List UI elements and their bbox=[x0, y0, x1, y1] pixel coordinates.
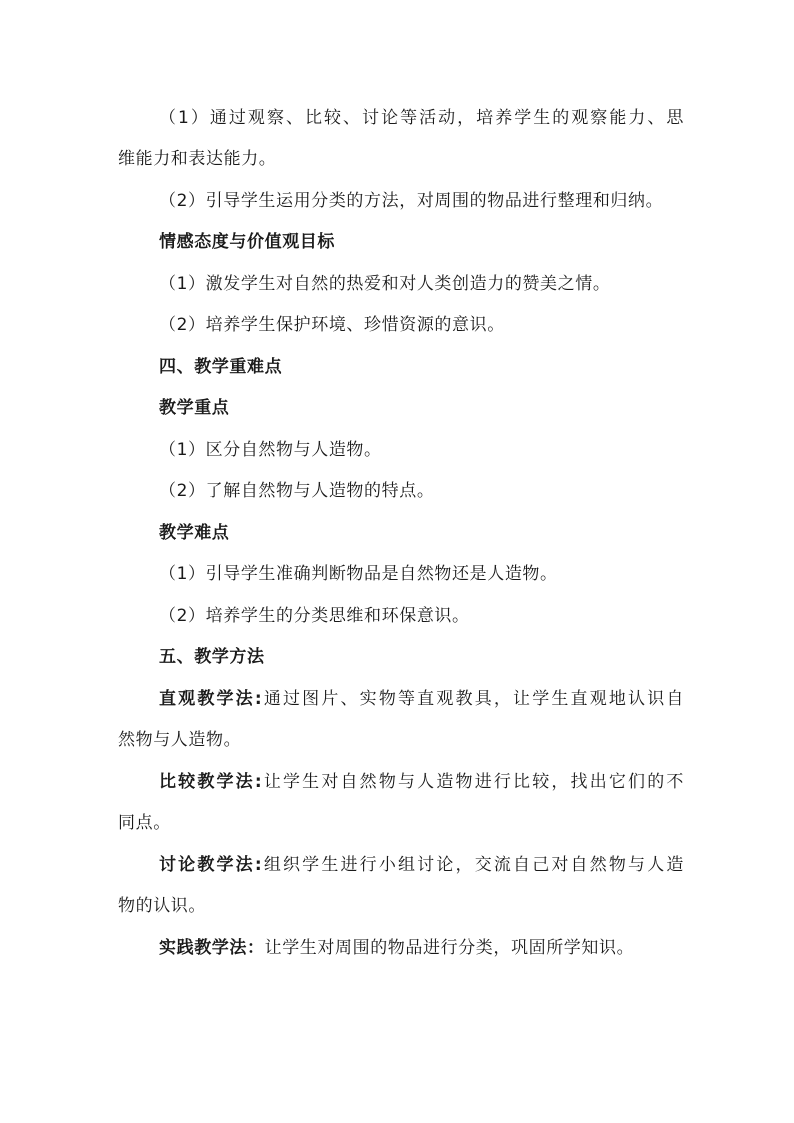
section-4-heading: 四、教学重难点 bbox=[159, 357, 283, 377]
process-skill-item-1-line-1: （1）通过观察、比较、讨论等活动，培养学生的观察能力、思 bbox=[159, 108, 684, 128]
section-5-heading: 五、教学方法 bbox=[159, 647, 265, 667]
emotion-goal-item-1: （1）激发学生对自然的热爱和对人类创造力的赞美之情。 bbox=[159, 274, 611, 294]
method-text: 组织学生进行小组讨论，交流自己对自然物与人造 bbox=[262, 855, 684, 875]
process-skill-item-1-line-2: 维能力和表达能力。 bbox=[118, 149, 277, 169]
key-points-heading: 教学重点 bbox=[159, 398, 230, 418]
method-paragraph-line-2: 同点。 bbox=[118, 813, 171, 833]
method-text: 让学生对周围的物品进行分类，巩固所学知识。 bbox=[264, 938, 635, 958]
method-term: 比较教学法: bbox=[159, 772, 263, 792]
difficult-points-heading: 教学难点 bbox=[159, 523, 230, 543]
method-text: 通过图片、实物等直观教具，让学生直观地认识自 bbox=[262, 689, 684, 709]
key-point-item-2: （2）了解自然物与人造物的特点。 bbox=[159, 481, 435, 501]
difficult-point-item-1: （1）引导学生准确判断物品是自然物还是人造物。 bbox=[159, 564, 558, 584]
difficult-point-item-2: （2）培养学生的分类思维和环保意识。 bbox=[159, 606, 470, 626]
key-point-item-1: （1）区分自然物与人造物。 bbox=[159, 440, 382, 460]
method-paragraph-line-2: 物的认识。 bbox=[118, 896, 206, 916]
method-paragraph-line-1 bbox=[159, 689, 684, 709]
method-paragraph-line-1 bbox=[159, 772, 684, 792]
method-paragraph-line-1 bbox=[159, 938, 684, 958]
emotion-goal-item-2: （2）培养学生保护环境、珍惜资源的意识。 bbox=[159, 315, 505, 335]
method-paragraph-line-2: 然物与人造物。 bbox=[118, 730, 242, 750]
emotion-goals-heading: 情感态度与价值观目标 bbox=[159, 232, 335, 252]
method-text: 让学生对自然物与人造物进行比较，找出它们的不 bbox=[262, 772, 684, 792]
method-term: 直观教学法: bbox=[159, 689, 263, 709]
method-term: 讨论教学法: bbox=[159, 855, 263, 875]
method-paragraph-line-1 bbox=[159, 855, 684, 875]
method-term: 实践教学法： bbox=[159, 938, 265, 958]
process-skill-item-2: （2）引导学生运用分类的方法，对周围的物品进行整理和归纳。 bbox=[159, 191, 664, 211]
